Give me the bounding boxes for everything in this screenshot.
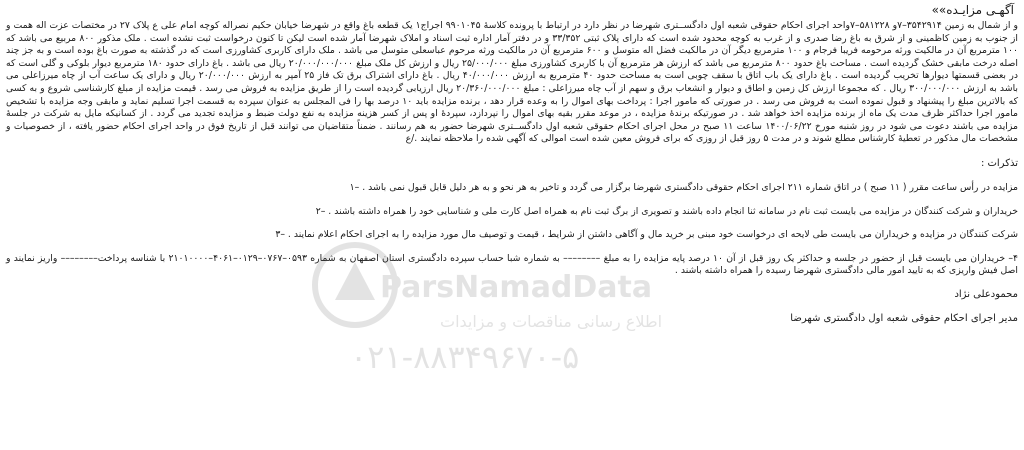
note-3: شرکت کنندگان در مزایده و خریداران می بایست طی لایحه ای درخواست خود مبنی بر خرید مال و آگاهی داشتن از شرایط ، قیمت و توصیف مال مورد مزایده را به اجرای احکام اعلام نمایند . –۳ bbox=[275, 229, 1018, 241]
notes-label: تذکرات : bbox=[980, 157, 1018, 169]
signer-name: محمودعلی نژاد bbox=[954, 288, 1018, 300]
note-2: خریداران و شرکت کنندگان در مزایده می بایست ثبت نام در سامانه ثنا انجام داده باشند و تصویری از برگ ثبت نام به همراه اصل کارت ملی و شناسایی خود را همراه داشته باشند . –۲ bbox=[315, 205, 1018, 217]
notice-title: آگهـی مزایـده»» bbox=[931, 3, 1014, 17]
auction-notice bbox=[6, 0, 1018, 450]
watermark-subtitle: اطلاع رسانی مناقصات و مزایدات bbox=[440, 312, 663, 331]
note-1: مزایده در رأس ساعت مقرر ( ۱۱ صبح ) در اتاق شماره ۲۱۱ اجرای احکام حقوقی دادگستری شهرضا برگزار می گردد و تاخیر به هر نحو و به هر دلیل قابل قبول نمی باشد . –۱ bbox=[349, 181, 1018, 193]
signer-title: مدیر اجرای احکام حقوقی شعبه اول دادگستری شهرضا bbox=[790, 312, 1018, 324]
watermark-name: ParsNamadData bbox=[380, 270, 653, 305]
note-4: ۴– خریداران می بایست قبل از حضور در جلسه و حداکثر یک روز قبل از آن ۱۰ درصد پایه مزایده را به مبلغ –––––––– به شماره شبا حساب سپرده دادگستری استان اصفهان به شماره ۰۵۹۳–۰۷۶۷–۰۱۲۹–۴۰۶۱–۲۱۰۱۰۰۰۰ با شناسه پرداخت–––––––– واریز نمایند و اصل فیش واریزی که به تایید امور مالی دادگستری شهرضا رسیده را همراه داشته باشند . bbox=[6, 252, 1019, 277]
watermark-phone: ۰۲۱-۸۸۳۴۹۶۷۰-۵ bbox=[350, 338, 580, 376]
notice-body: و از شمال به زمین ۳۵۴۲۹۱۴–۷و ۵۸۱۲۲۸–۷واحد اجرای احکام حقوقی شعبه اول دادگســتری شهرضا در نظر دارد در ارتباط با پرونده کلاسهٔ ۹۹۰۱۰۴۵ اجراج۱ یک قطعه باغ واقع در شهرضا خیابان حکیم نصراله کوچه امام علی ع پلاک ۲۷ در مختصات عزت اله همت و از جنوب به زمین کاظمینی و از شرق به باغ رضا صدری و از غرب به کوچه محدود شده است که دارای پلاک ثبتی ۳۳/۳۵۲ و در دفتر آمار اداره ثبت اسناد و املاک شهرضا آمار شده است لیکن تا کنون درخواست ثبت نشده است . ملک مذکور ۸۰۰ مربیع می باشد که ۱۰۰ مترمربع آن در مالکیت ورثه مرحومه فریبا فرجام و ۱۰۰ مترمربع دیگر آن در مالکیت فضل اله متوسل و ۶۰۰ مترمربع آن در مالکیت ورثه مرحوم عباسعلی متوسل می باشد . ملک دارای کاربری کشاورزی است که در گذشته به صورت باغ بوده است و به جز چند اصله درخت مابقی خشک گردیده است . مساحت باغ حدود ۸۰۰ مترمربع می باشد که ارزش هر مترمربع آن با کاربری کشاورزی مبلغ ۲۵/۰۰۰/۰۰۰ ریال و ارزش کل ملک مبلغ ۲۰/۰۰۰/۰۰۰/۰۰۰ ریال می باشد . باغ دارای حدود ۱۸۰ مترمربع دیوار بلوکی و گلی است که در بعضی قسمتها دیوارها تخریب گردیده است . باغ دارای یک باب اتاق با سقف چوبی است به مساحت حدود ۴۰ مترمربع به ارزش ۴۰/۰۰۰/۰۰۰ ریال . باغ دارای اشتراک برق تک فاز ۲۵ آمپر به ارزش ۲۰/۰۰۰/۰۰۰ ریال و دارای یک ساعت آب از چاه میرزاعلی می باشد به ارزش ۳۰۰/۰۰۰/۰۰۰ ریال . که مجموعا ارزش کل زمین و اطاق و دیوار و انشعاب برق و سهم از آب چاه میرزاعلی : مبلغ ۲۰/۳۶۰/۰۰۰/۰۰۰ ریال ارزیابی گردیده است را از طریق مزایده به فروش می رسد . قیمت مزایده از مبلغ کارشناسی شروع و به کسی که بالاترین مبلغ را پیشنهاد و قبول نموده است به فروش می رسد . در صورتی که مامور اجرا : پرداخت بهای اموال را به وعده قرار دهد ، برنده مزایده باید ۱۰ درصد بها را فی المجلس به عنوان سپرده به قسمت اجرا تسلیم نماید و مابقی وجه مزایده با تشخیص مامور اجرا حداکثر ظرف مدت یک ماه از برنده مزایده اخذ خواهد شد . در صورتیکه برندهٔ مزایده ، در موعد مقرر بقیه بهای اموال را نپردازد، سپردهٔ او پس از کسر هزینه مزایده به نفع دولت ضبط و مزایده تجدید می گردد . از کسانیکه مایل به شرکت در جلسهٔ مزایده می باشند دعوت می شود در روز شنبه مورخ ۱۴۰۰/۰۶/۲۲ ساعت ۱۱ صبح در محل اجرای احکام حقوقی شعبه اول دادگســتری شهرضا حضور به هم رسانند . ضمناً متقاضیان می توانند قبل از تاریخ فوق در واحد اجرای احکام حضور یافته ، از خصوصیات و مشخصات مال مذکور در تعطیهٔ کارشناس مطلع شوند و در مدت ۵ روز قبل از روزی که برای فروش معین شده است اموالی که آگهی شده را ملاحظه نمایند ./ع bbox=[6, 20, 1019, 145]
